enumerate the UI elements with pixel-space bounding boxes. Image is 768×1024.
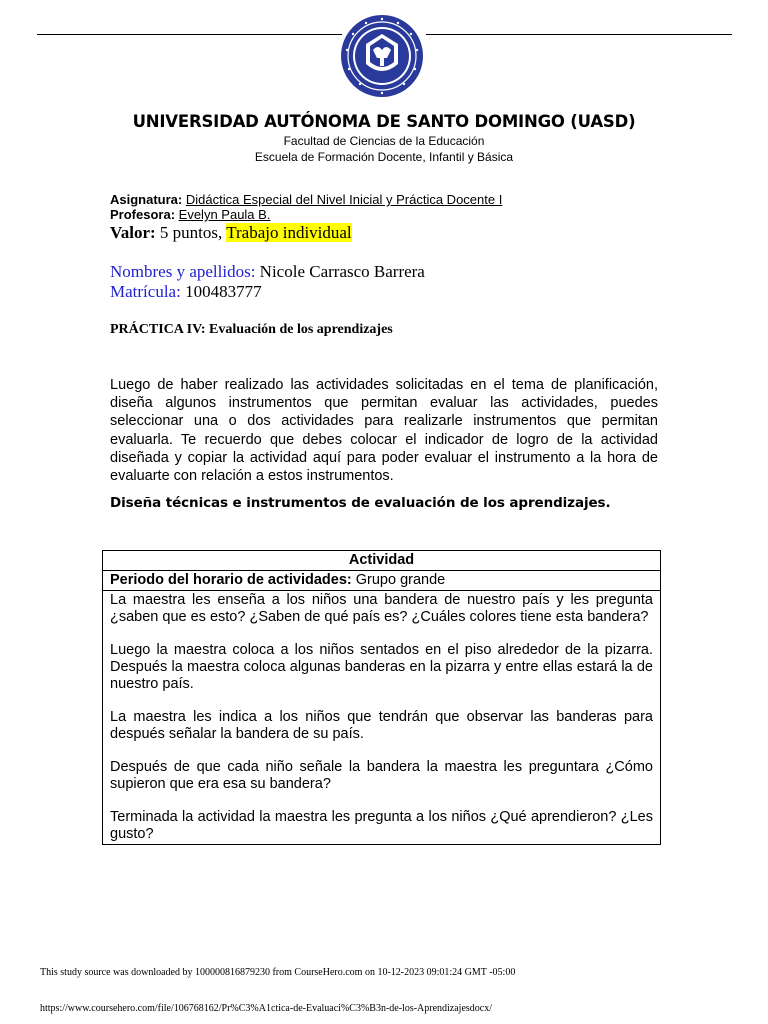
profesora-line: [110, 207, 270, 222]
table-period-cell: [103, 571, 661, 591]
valor-label: Valor:: [110, 223, 156, 242]
asignatura-line: [110, 192, 502, 207]
activity-paragraph: La maestra les enseña a los niños una bandera de nuestro país y les pregunta ¿saben que es esto? ¿Saben de qué país es? ¿Cuáles colores tiene esta bandera?: [110, 592, 653, 625]
activity-paragraph: Después de que cada niño señale la bandera la maestra les preguntara ¿Cómo supieron que era esa su bandera?: [110, 759, 653, 792]
matricula-line: [110, 282, 262, 302]
table-header-row: [103, 551, 661, 571]
table-header-cell: Actividad: [103, 551, 661, 571]
activity-paragraph: La maestra les indica a los niños que tendrán que observar las banderas para después señalar la bandera de su país.: [110, 709, 653, 742]
university-seal-logo: [340, 14, 424, 98]
nombres-label: Nombres y apellidos:: [110, 262, 256, 281]
asignatura-value: Didáctica Especial del Nivel Inicial y Práctica Docente I: [185, 192, 503, 207]
valor-type-highlight: Trabajo individual: [226, 223, 352, 242]
nombres-value: Nicole Carrasco Barrera: [259, 262, 425, 281]
period-label: Periodo del horario de actividades:: [110, 572, 352, 588]
asignatura-label: Asignatura:: [110, 192, 183, 207]
header-rule-right: [426, 34, 732, 35]
table-body-row: [103, 591, 661, 845]
valor-line: [110, 223, 352, 243]
school-name: Escuela de Formación Docente, Infantil y Básica: [254, 150, 514, 164]
download-note: This study source was downloaded by 100000816879230 from CourseHero.com on 10-12-2023 09:01:24 GMT -05:00: [40, 967, 516, 978]
source-url[interactable]: https://www.coursehero.com/file/106768162/Pr%C3%A1ctica-de-Evaluaci%C3%B3n-de-los-Aprendizajesdocx/: [40, 1003, 493, 1014]
task-heading: Diseña técnicas e instrumentos de evaluación de los aprendizajes.: [110, 495, 611, 511]
matricula-label: Matrícula:: [110, 282, 181, 301]
header-rule-left: [37, 34, 342, 35]
activity-paragraph: Luego la maestra coloca a los niños sentados en el piso alrededor de la pizarra. Después la maestra coloca algunas banderas en la pizarra y entre ellas estará la de nuestro país.: [110, 642, 653, 692]
university-title: UNIVERSIDAD AUTÓNOMA DE SANTO DOMINGO (UASD): [132, 112, 636, 131]
valor-points: 5 puntos,: [159, 223, 223, 242]
activity-table: [102, 550, 661, 845]
instructions-paragraph: Luego de haber realizado las actividades solicitadas en el tema de planificación, diseña algunos instrumentos que permitan evaluar las actividades, puedes seleccionar una o dos actividades para realizarle instrumentos que permitan evaluarla. Te recuerdo que debes colocar el indicador de logro de la actividad diseñada y copiar la actividad aquí para poder evaluar el instrumento a la hora de evaluarte con relación a estos instrumentos.: [110, 377, 658, 485]
activity-paragraph: Terminada la actividad la maestra les pregunta a los niños ¿Qué aprendieron? ¿Les gusto?: [110, 809, 653, 842]
nombres-line: [110, 262, 425, 282]
table-body-cell: [103, 591, 661, 845]
profesora-label: Profesora:: [110, 207, 176, 222]
profesora-value: Evelyn Paula B.: [178, 207, 271, 222]
table-period-row: [103, 571, 661, 591]
matricula-value: 100483777: [185, 282, 262, 301]
period-value: Grupo grande: [355, 572, 446, 588]
practica-title: PRÁCTICA IV: Evaluación de los aprendizajes: [110, 322, 393, 337]
faculty-name: Facultad de Ciencias de la Educación: [283, 134, 485, 148]
